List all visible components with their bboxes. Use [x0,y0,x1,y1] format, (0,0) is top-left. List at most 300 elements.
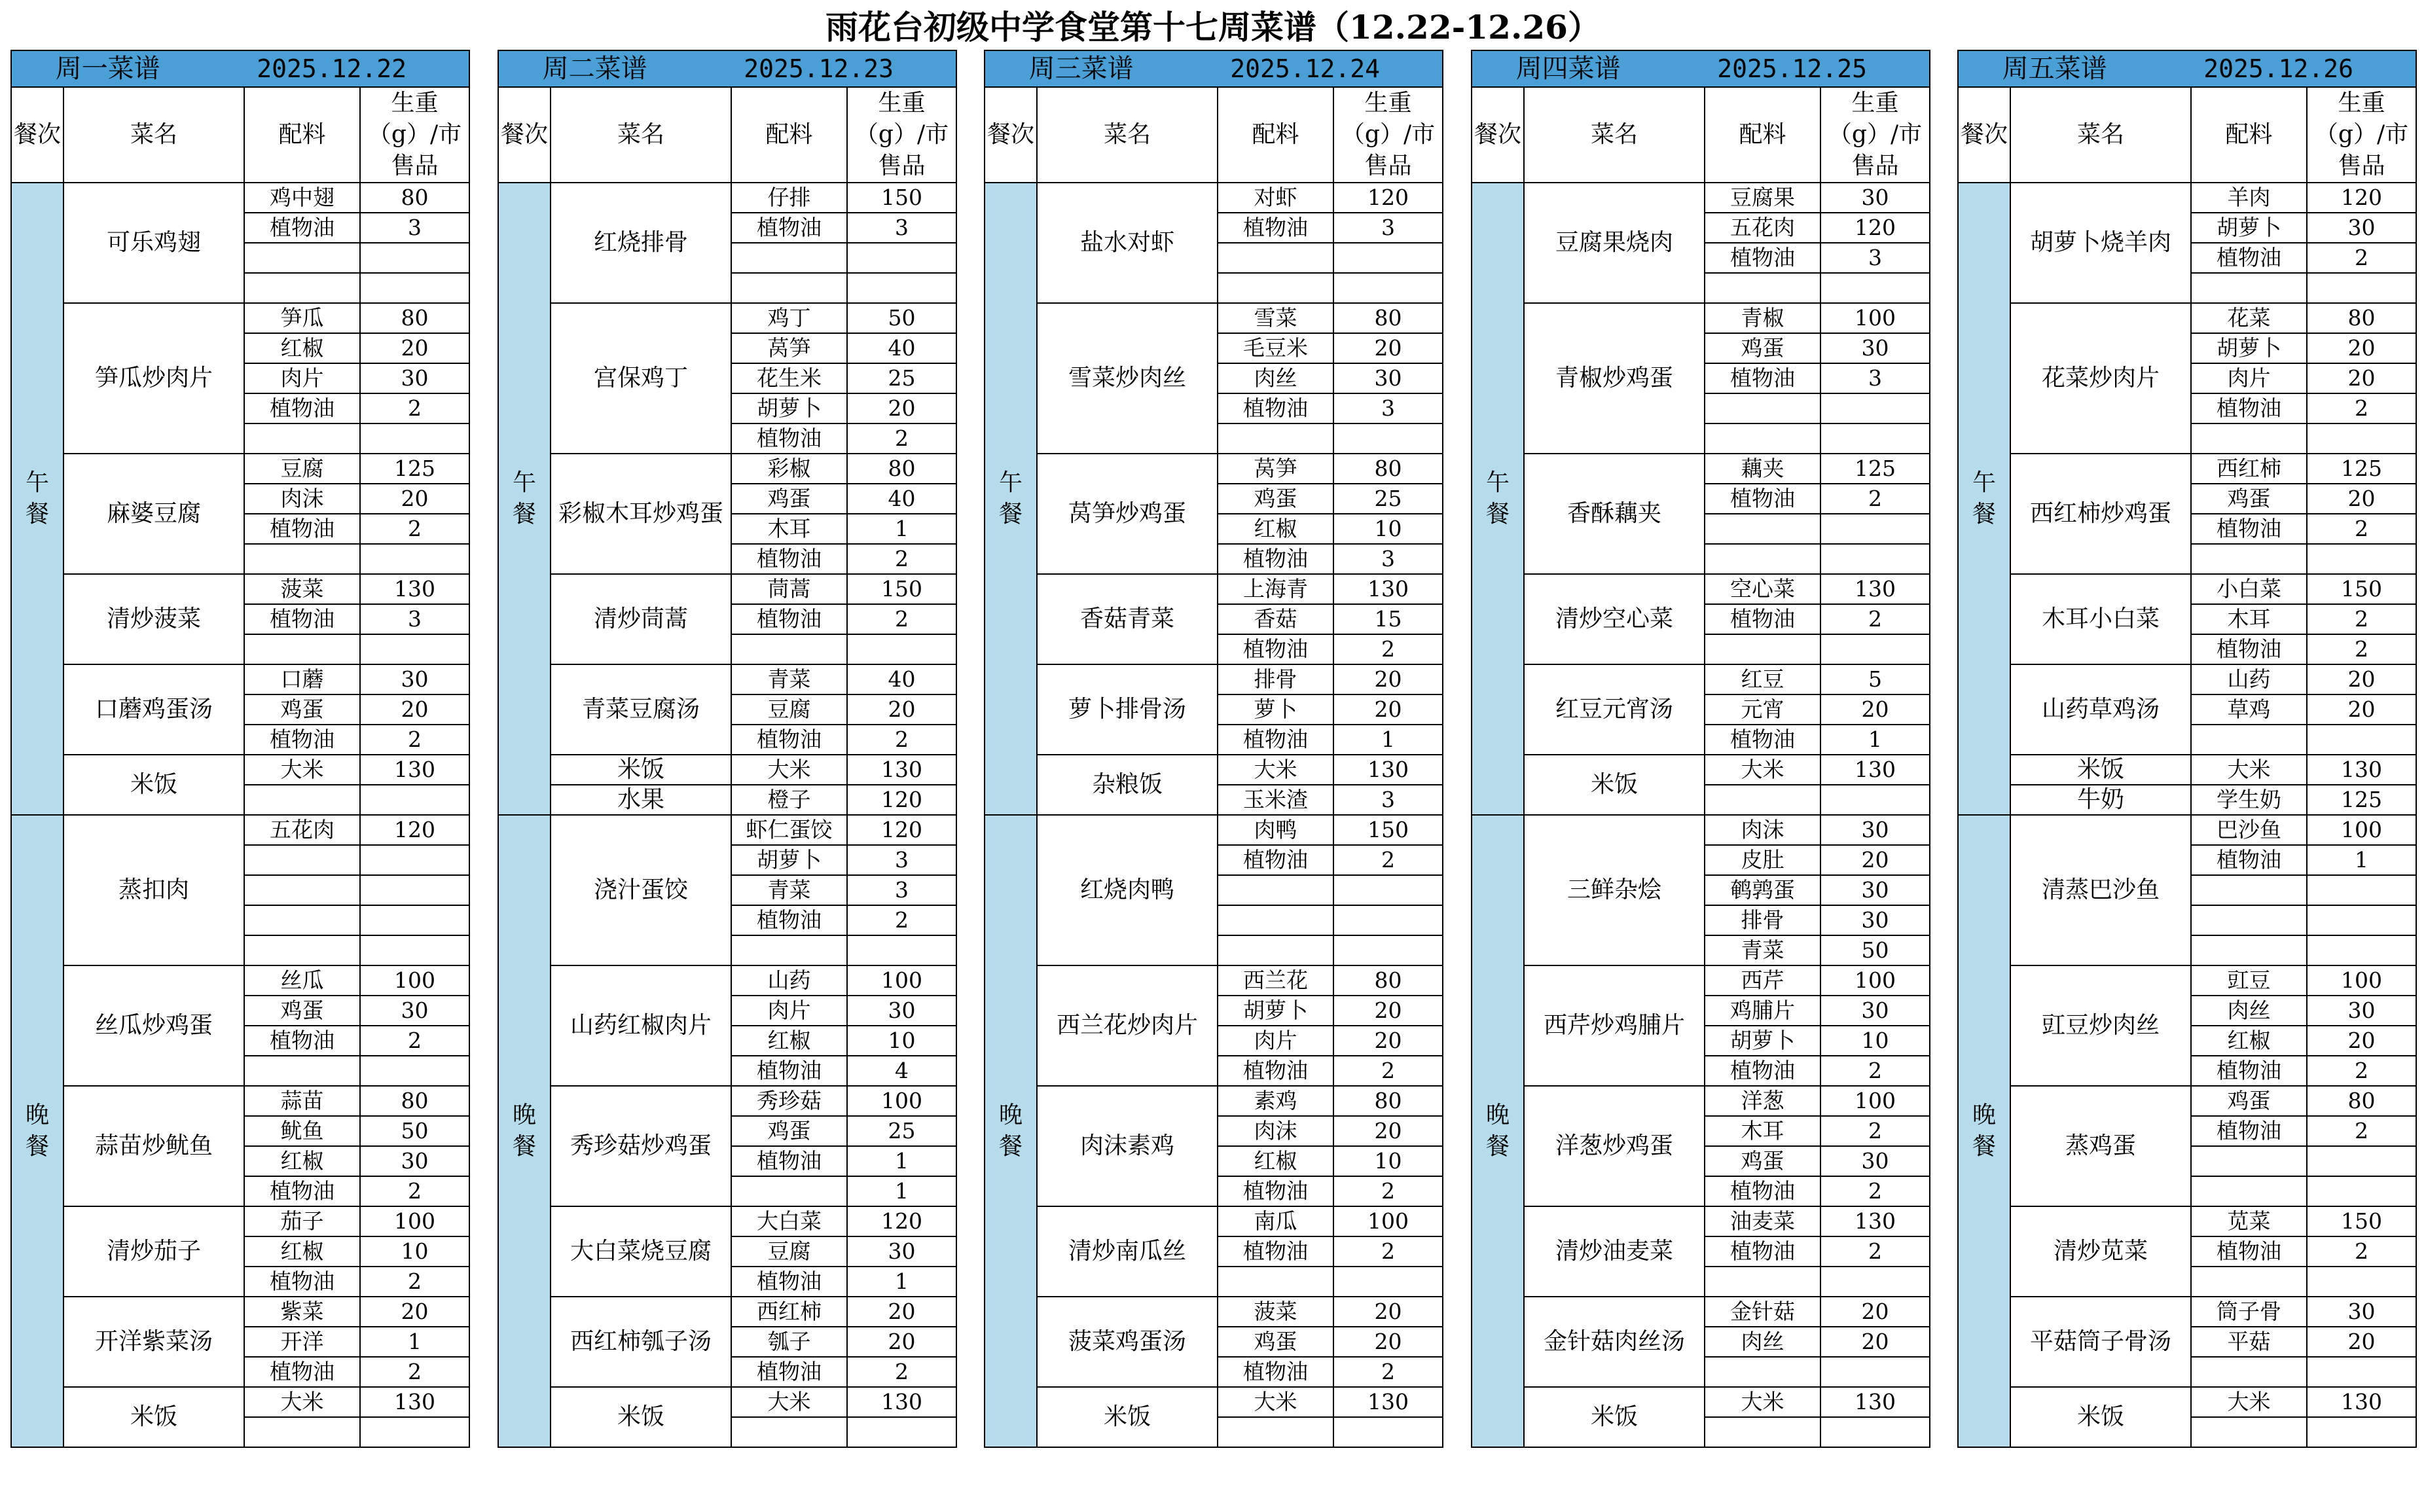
ingredient-name [244,1417,360,1447]
ingredient-weight: 20 [360,694,469,725]
ingredient-name: 大米 [731,755,847,785]
ingredient-name: 大米 [2191,1387,2307,1417]
dish-name: 口蘑鸡蛋汤 [63,664,244,755]
ingredient-weight [1820,634,1930,664]
column-header-meal: 餐次 [1958,87,2010,183]
ingredient-weight: 1 [847,514,956,544]
ingredient-name [731,243,847,273]
ingredient-weight [847,273,956,303]
ingredient-weight: 2 [2307,1236,2416,1267]
ingredient-name [1705,1357,1820,1387]
ingredient-weight: 20 [1820,845,1930,875]
ingredient-name [2191,905,2307,935]
ingredient-weight: 2 [360,514,469,544]
dish-name: 清炒油麦菜 [1524,1206,1705,1297]
ingredient-weight: 1 [1333,725,1443,755]
ingredient-weight: 50 [1820,935,1930,965]
meal-label-text: 午餐 [512,469,536,528]
ingredient-name: 鸡蛋 [2191,484,2307,514]
table-row [11,1086,469,1116]
dish-name: 秀珍菇炒鸡蛋 [551,1086,731,1206]
ingredient-name: 素鸡 [1218,1086,1333,1116]
ingredient-name: 植物油 [2191,243,2307,273]
ingredient-weight [847,935,956,965]
ingredient-name: 五花肉 [1705,213,1820,243]
ingredient-weight: 2 [360,1267,469,1297]
ingredient-weight: 2 [1820,1176,1930,1206]
ingredient-name: 大米 [2191,755,2307,785]
ingredient-name [244,845,360,875]
column-header-dish: 菜名 [1524,87,1705,183]
ingredient-weight: 130 [2307,755,2416,785]
ingredient-weight: 25 [1333,484,1443,514]
ingredient-weight: 2 [1820,604,1930,634]
day-menu-table [1957,50,2417,1448]
ingredient-weight: 10 [1820,1026,1930,1056]
ingredient-name: 对虾 [1218,183,1333,213]
ingredient-weight [360,875,469,905]
table-row [1472,664,1930,694]
ingredient-name: 植物油 [244,1267,360,1297]
ingredient-weight: 130 [360,574,469,604]
ingredient-name: 鸡蛋 [731,1116,847,1146]
ingredient-weight: 125 [360,454,469,484]
ingredient-name: 植物油 [731,1056,847,1086]
ingredient-weight: 130 [1333,755,1443,785]
ingredient-name: 植物油 [1218,1236,1333,1267]
ingredient-name: 胡萝卜 [1705,1026,1820,1056]
ingredient-name: 植物油 [1218,213,1333,243]
meal-label-text: 午餐 [25,469,49,528]
day-header [1472,50,1930,87]
ingredient-weight: 2 [1333,1236,1443,1267]
ingredient-weight: 80 [1333,454,1443,484]
table-row [1958,1297,2416,1327]
ingredient-name [244,423,360,454]
table-row [985,965,1443,996]
ingredient-name [244,785,360,815]
ingredient-weight: 2 [360,725,469,755]
ingredient-weight: 2 [1333,634,1443,664]
column-header-ingredient: 配料 [244,87,360,183]
meal-label [1472,183,1524,815]
table-row [1958,965,2416,996]
ingredient-weight [360,273,469,303]
ingredient-name [244,634,360,664]
dish-name: 红烧排骨 [551,183,731,303]
dish-name: 香菇青菜 [1037,574,1218,664]
ingredient-weight: 20 [1333,1297,1443,1327]
ingredient-name: 肉沫 [1705,815,1820,845]
table-row [498,785,956,815]
dish-name: 蒸扣肉 [63,815,244,965]
day-name: 周一菜谱 [55,54,160,84]
table-row [985,183,1443,213]
table-row [498,664,956,694]
table-row [11,755,469,785]
ingredient-name: 鸡蛋 [244,694,360,725]
ingredient-weight [1333,243,1443,273]
ingredient-name: 雪菜 [1218,303,1333,333]
ingredient-weight: 125 [1820,454,1930,484]
ingredient-weight: 30 [360,1146,469,1176]
table-row [985,574,1443,604]
table-row [498,1297,956,1327]
ingredient-weight: 3 [1333,544,1443,574]
ingredient-name: 平菇 [2191,1327,2307,1357]
table-row [498,1387,956,1417]
ingredient-name: 茼蒿 [731,574,847,604]
ingredient-weight [1820,273,1930,303]
ingredient-weight: 1 [1820,725,1930,755]
ingredient-weight [1820,1417,1930,1447]
ingredient-weight [360,423,469,454]
ingredient-weight: 80 [1333,965,1443,996]
table-row [11,965,469,996]
ingredient-weight: 2 [847,725,956,755]
ingredient-weight [360,1417,469,1447]
ingredient-weight [2307,1267,2416,1297]
ingredient-name: 胡萝卜 [2191,333,2307,363]
ingredient-weight: 2 [2307,243,2416,273]
ingredient-weight: 2 [847,1357,956,1387]
ingredient-weight: 130 [360,755,469,785]
table-row [1958,1206,2416,1236]
day-menu-table [10,50,470,1448]
ingredient-weight: 2 [1333,1357,1443,1387]
dish-name: 洋葱炒鸡蛋 [1524,1086,1705,1206]
ingredient-weight: 30 [2307,1297,2416,1327]
dish-name: 盐水对虾 [1037,183,1218,303]
ingredient-name [2191,273,2307,303]
table-row [985,815,1443,845]
dish-name: 菠菜鸡蛋汤 [1037,1297,1218,1387]
ingredient-name: 瓠子 [731,1327,847,1357]
meal-label-text: 晚餐 [512,1102,536,1160]
table-row [1472,574,1930,604]
ingredient-name: 大白菜 [731,1206,847,1236]
ingredient-weight: 100 [360,1206,469,1236]
ingredient-name: 豇豆 [2191,965,2307,996]
ingredient-weight [360,845,469,875]
ingredient-name [1705,393,1820,423]
ingredient-name: 青菜 [731,875,847,905]
dish-name: 莴笋炒鸡蛋 [1037,454,1218,574]
ingredient-name [731,1176,847,1206]
ingredient-name: 胡萝卜 [2191,213,2307,243]
ingredient-name: 植物油 [1705,243,1820,273]
column-header-dish: 菜名 [1037,87,1218,183]
table-row [1958,755,2416,785]
ingredient-weight: 20 [847,393,956,423]
table-row [498,183,956,213]
ingredient-name: 植物油 [731,905,847,935]
ingredient-weight: 3 [847,845,956,875]
ingredient-weight: 2 [2307,1056,2416,1086]
dish-name: 西红柿瓠子汤 [551,1297,731,1387]
dish-name: 开洋紫菜汤 [63,1297,244,1387]
ingredient-weight: 1 [360,1327,469,1357]
ingredient-weight: 150 [847,183,956,213]
dish-name: 平菇筒子骨汤 [2010,1297,2191,1387]
dish-name: 清炒南瓜丝 [1037,1206,1218,1297]
ingredient-name: 空心菜 [1705,574,1820,604]
ingredient-weight: 20 [1333,664,1443,694]
table-row [498,1206,956,1236]
dish-name: 可乐鸡翅 [63,183,244,303]
dish-name: 肉沫素鸡 [1037,1086,1218,1206]
ingredient-name: 鸡蛋 [1218,484,1333,514]
ingredient-weight: 20 [1820,1297,1930,1327]
dish-name: 西红柿炒鸡蛋 [2010,454,2191,574]
ingredient-weight: 130 [2307,1387,2416,1417]
dish-name: 西兰花炒肉片 [1037,965,1218,1086]
ingredient-name: 肉片 [731,996,847,1026]
ingredient-name: 植物油 [731,1146,847,1176]
ingredient-weight: 3 [1333,393,1443,423]
ingredient-weight [2307,544,2416,574]
ingredient-name: 植物油 [1705,604,1820,634]
ingredient-name: 红豆 [1705,664,1820,694]
ingredient-weight: 120 [847,1206,956,1236]
ingredient-weight: 20 [1333,333,1443,363]
ingredient-name: 肉丝 [2191,996,2307,1026]
meal-label [11,183,63,815]
column-header-ingredient: 配料 [2191,87,2307,183]
day-name: 周三菜谱 [1028,54,1134,84]
ingredient-name: 木耳 [731,514,847,544]
dish-name: 蒸鸡蛋 [2010,1086,2191,1206]
ingredient-weight [2307,273,2416,303]
ingredient-weight: 25 [847,1116,956,1146]
ingredient-weight: 150 [2307,574,2416,604]
ingredient-weight: 20 [2307,1026,2416,1056]
ingredient-name [1705,273,1820,303]
ingredient-weight [2307,1417,2416,1447]
ingredient-weight: 130 [360,1387,469,1417]
dish-name: 青椒炒鸡蛋 [1524,303,1705,454]
dish-name: 山药红椒肉片 [551,965,731,1086]
ingredient-name: 学生奶 [2191,785,2307,815]
table-row [1958,183,2416,213]
ingredient-name [244,935,360,965]
ingredient-weight: 30 [360,363,469,393]
table-row [1472,965,1930,996]
table-row [11,1206,469,1236]
ingredient-name: 植物油 [244,725,360,755]
ingredient-name: 大米 [1218,1387,1333,1417]
dish-name: 金针菇肉丝汤 [1524,1297,1705,1387]
table-row [985,1086,1443,1116]
dish-name: 米饭 [1037,1387,1218,1447]
dish-name: 红烧肉鸭 [1037,815,1218,965]
ingredient-name: 鸡蛋 [1705,1146,1820,1176]
ingredient-name [244,544,360,574]
ingredient-weight: 30 [847,996,956,1026]
ingredient-weight: 2 [360,1357,469,1387]
ingredient-weight: 120 [1820,213,1930,243]
dish-name: 牛奶 [2010,785,2191,815]
ingredient-weight: 3 [360,213,469,243]
ingredient-name: 鸡蛋 [1218,1327,1333,1357]
table-row [1472,183,1930,213]
ingredient-name: 植物油 [1705,1236,1820,1267]
ingredient-weight: 3 [1820,363,1930,393]
ingredient-name: 大米 [731,1387,847,1417]
table-row [11,454,469,484]
column-header-ingredient: 配料 [1218,87,1333,183]
ingredient-name: 大米 [244,755,360,785]
ingredient-name: 肉丝 [1705,1327,1820,1357]
table-row [1958,664,2416,694]
ingredient-name: 植物油 [2191,1116,2307,1146]
ingredient-name: 山药 [2191,664,2307,694]
ingredient-weight: 100 [1333,1206,1443,1236]
ingredient-name: 西红柿 [731,1297,847,1327]
ingredient-weight: 130 [1820,574,1930,604]
ingredient-weight: 30 [2307,996,2416,1026]
ingredient-name [244,273,360,303]
dish-name: 大白菜烧豆腐 [551,1206,731,1297]
ingredient-name: 苋菜 [2191,1206,2307,1236]
table-row [1472,1387,1930,1417]
meal-label-text: 晚餐 [1485,1102,1510,1160]
ingredient-weight: 2 [360,1026,469,1056]
ingredient-name: 青菜 [731,664,847,694]
dish-name: 豇豆炒肉丝 [2010,965,2191,1086]
table-row [11,303,469,333]
meal-label-text: 午餐 [1485,469,1510,528]
ingredient-weight: 20 [1820,1327,1930,1357]
ingredient-weight: 2 [360,1176,469,1206]
ingredient-weight: 130 [1333,1387,1443,1417]
ingredient-name: 植物油 [244,604,360,634]
table-row [985,1387,1443,1417]
ingredient-weight: 150 [1333,815,1443,845]
dish-name: 米饭 [551,755,731,785]
ingredient-name: 鸡丁 [731,303,847,333]
table-row [11,574,469,604]
ingredient-name [2191,1146,2307,1176]
ingredient-weight: 2 [2307,514,2416,544]
ingredient-name: 小白菜 [2191,574,2307,604]
ingredient-weight: 20 [360,333,469,363]
ingredient-weight: 30 [1820,875,1930,905]
dish-name: 清炒茼蒿 [551,574,731,664]
ingredient-weight [1333,1417,1443,1447]
table-row [985,664,1443,694]
ingredient-name: 木耳 [2191,604,2307,634]
ingredient-name [2191,423,2307,454]
ingredient-weight: 20 [2307,333,2416,363]
ingredient-name: 豆腐果 [1705,183,1820,213]
ingredient-weight: 2 [847,423,956,454]
table-row [985,454,1443,484]
ingredient-weight: 80 [1333,1086,1443,1116]
ingredient-name: 大米 [1705,1387,1820,1417]
column-header-ingredient: 配料 [731,87,847,183]
day-menu-table [498,50,957,1448]
ingredient-weight: 130 [1333,574,1443,604]
ingredient-name: 山药 [731,965,847,996]
ingredient-name: 排骨 [1218,664,1333,694]
ingredient-weight: 2 [1333,1176,1443,1206]
ingredient-weight: 20 [1333,694,1443,725]
ingredient-name [2191,544,2307,574]
dish-name: 木耳小白菜 [2010,574,2191,664]
ingredient-weight: 125 [2307,454,2416,484]
ingredient-name: 蒜苗 [244,1086,360,1116]
ingredient-name [1218,1267,1333,1297]
ingredient-weight: 100 [847,1086,956,1116]
dish-name: 米饭 [2010,1387,2191,1447]
dish-name: 清炒苋菜 [2010,1206,2191,1297]
ingredient-weight [847,634,956,664]
meal-label [1958,815,2010,1447]
meal-label [985,183,1037,815]
ingredient-name [1705,423,1820,454]
ingredient-name: 豆腐 [244,454,360,484]
ingredient-name: 植物油 [244,1026,360,1056]
ingredient-name: 菠菜 [1218,1297,1333,1327]
ingredient-name: 羊肉 [2191,183,2307,213]
ingredient-weight: 2 [1820,484,1930,514]
dish-name: 香酥藕夹 [1524,454,1705,574]
ingredient-weight: 40 [847,484,956,514]
ingredient-name: 红椒 [244,1146,360,1176]
column-header-ingredient: 配料 [1705,87,1820,183]
ingredient-name: 萝卜 [1218,694,1333,725]
ingredient-name [2191,1357,2307,1387]
ingredient-weight: 1 [847,1267,956,1297]
ingredient-weight [2307,905,2416,935]
table-row [1958,785,2416,815]
ingredient-weight: 100 [1820,1086,1930,1116]
dish-name: 米饭 [63,755,244,815]
ingredient-name: 肉片 [2191,363,2307,393]
table-row [11,1297,469,1327]
ingredient-name: 彩椒 [731,454,847,484]
dish-name: 雪菜炒肉丝 [1037,303,1218,454]
ingredient-name [1218,935,1333,965]
ingredient-weight: 30 [1820,905,1930,935]
table-row [985,755,1443,785]
table-row [1958,1086,2416,1116]
table-row [498,574,956,604]
ingredient-name [1705,514,1820,544]
ingredient-weight: 25 [847,363,956,393]
ingredient-name: 植物油 [2191,514,2307,544]
ingredient-name: 植物油 [2191,1056,2307,1086]
ingredient-weight: 20 [847,1327,956,1357]
column-header-meal: 餐次 [11,87,63,183]
ingredient-name: 红椒 [1218,514,1333,544]
ingredient-weight: 20 [360,484,469,514]
ingredient-weight: 20 [2307,1327,2416,1357]
table-row [11,183,469,213]
ingredient-name: 植物油 [731,423,847,454]
ingredient-weight: 3 [1333,213,1443,243]
table-row [498,755,956,785]
meal-label [498,183,551,815]
dish-name: 青菜豆腐汤 [551,664,731,755]
ingredient-name: 植物油 [731,544,847,574]
ingredient-name [2191,875,2307,905]
ingredient-weight [2307,725,2416,755]
ingredient-name: 植物油 [1218,393,1333,423]
dish-name: 三鲜杂烩 [1524,815,1705,965]
ingredient-name: 紫菜 [244,1297,360,1327]
